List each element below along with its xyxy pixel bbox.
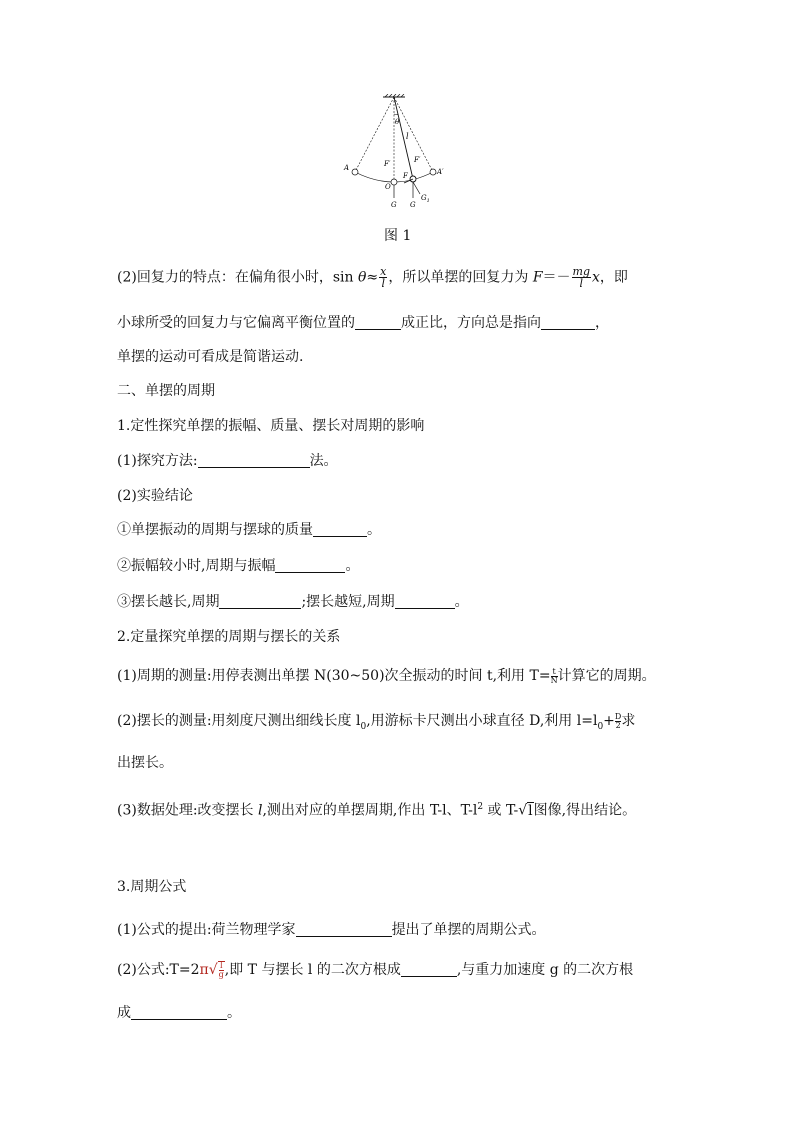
l-symbol: l [258,802,263,819]
text-segment: (3)数据处理:改变摆长 [117,802,258,819]
fraction-d-over-2: $\frac{D}{2}$ [614,711,622,730]
formula-line-cont [117,1003,241,1023]
method-line [117,451,338,471]
text-segment: (1)探究方法: [117,453,198,469]
ball-a [352,169,358,175]
text-segment: 求 [621,713,636,729]
text-segment: (1)周期的测量:用停表测出单摆 N(30~50)次全振动的时间 t,利用 T= [117,668,551,684]
length-measurement [117,711,635,737]
text-segment: ， [595,315,609,331]
blank-displacement[interactable] [355,315,401,330]
plus-sign: + [603,713,615,729]
ball-o [391,179,397,185]
blank-length-relation[interactable] [401,962,457,977]
text-segment: ②振幅较小时,周期与振幅 [117,558,276,574]
f-symbol: F [532,269,543,286]
period-measurement [117,666,656,686]
pendulum-figure [340,94,450,214]
text-segment: (2)摆长的测量:用刻度尺测出细线长度 l [117,713,361,729]
string-displaced [394,97,413,179]
text-segment: 提出了单摆的周期公式。 [391,922,546,938]
angle-arc [394,114,398,115]
force-g1 [413,182,420,194]
text-segment: 成正比，方向总是指向 [401,315,541,331]
text-segment: 图像,得出结论。 [533,802,637,819]
blank-direction[interactable] [541,315,595,330]
figure-caption: 图 1 [384,228,412,244]
label-a-prime: A′ [437,168,444,176]
sqrt-symbol: √ [208,962,218,978]
blank-amplitude[interactable] [275,558,345,573]
label-g-center: G [391,201,397,209]
text-segment: ,即 T 与摆长 l 的二次方根成 [224,962,401,978]
fraction-x-over-l: $\frac{x}{l}$ [380,265,387,290]
section-heading-period: 二、单摆的周期 [117,383,215,399]
data-processing [117,797,636,821]
text-segment: 计算它的周期。 [557,668,656,684]
pi-symbol: π [199,962,209,978]
text-segment: 。 [367,522,381,538]
conclusion-2 [117,556,359,576]
section-1-title: 1.定性探究单摆的振幅、质量、摆长对周期的影响 [117,418,425,434]
sqrt-radicand: l [528,802,533,819]
label-g1: $G_1$ [421,194,430,204]
text-segment: ,用游标卡尺测出小球直径 D,利用 l=l [366,713,598,729]
text-segment: ，即 [599,269,628,286]
theta-symbol: θ [357,269,367,286]
conclusion-heading: (2)实验结论 [117,488,193,504]
label-g-right: G [410,201,416,209]
blank-gravity-relation[interactable] [131,1005,227,1020]
text-segment: (2)公式:T=2 [117,962,200,978]
section-2-title: 2.定量探究单摆的周期与摆长的关系 [117,629,341,645]
equals-minus: ＝－ [542,269,571,286]
restoring-force-line [117,266,628,289]
label-f: F [403,172,408,180]
approx-symbol: ≈ [366,269,379,286]
fraction-l-over-g: $\frac{l}{g}$ [218,961,224,979]
subscript: 0 [597,721,604,732]
text-segment: 。 [227,1005,241,1021]
ball-a-prime [430,169,436,175]
label-f-right: F′ [414,156,421,164]
label-theta: θ [395,118,400,126]
x-symbol: x [592,269,600,286]
label-a: A [344,164,350,172]
blank-mass[interactable] [313,522,367,537]
superscript: 2 [477,802,484,812]
shm-statement: 单摆的运动可看成是简谐运动. [117,349,304,365]
text-segment: (2)回复力的特点：在偏角很小时，sin [117,269,358,286]
blank-physicist[interactable] [296,922,392,937]
subscript: 0 [360,721,367,732]
sqrt-symbol: √ [518,802,528,819]
conclusion-1 [117,520,381,540]
length-measurement-cont: 出摆长。 [117,755,173,771]
blank-longer[interactable] [219,594,301,609]
fraction-mg-over-l: $\frac{mg}{l}$ [572,265,591,290]
fraction-t-over-n: $\frac{t}{N}$ [550,666,558,685]
formula-origin [117,920,546,940]
text-segment: 或 T- [483,802,519,819]
label-f-left: F′ [384,160,391,168]
text-segment: ①单摆振动的周期与摆球的质量 [117,522,313,538]
blank-method[interactable] [198,453,310,468]
text-segment: 。 [454,594,469,610]
text-segment: 成 [117,1005,131,1021]
formula-line [117,960,633,980]
text-segment: ,测出对应的单摆周期,作出 T-l、T-l [262,802,478,819]
text-segment: ,与重力加速度 g 的二次方根 [456,962,634,978]
conclusion-3 [117,592,469,612]
text-segment: ;摆长越短,周期 [301,594,395,610]
section-3-title: 3.周期公式 [117,879,187,895]
text-segment: (1)公式的提出:荷兰物理学家 [117,922,296,938]
blank-shorter[interactable] [395,594,455,609]
label-l: l [406,132,409,141]
text-segment: 。 [345,558,360,574]
text-segment: ，所以单摆的回复力为 [388,269,533,286]
text-segment: 法。 [309,453,338,469]
label-o: O [385,183,391,191]
text-segment: ③摆长越长,周期 [117,594,220,610]
proportional-line [117,313,609,333]
text-segment: 小球所受的回复力与它偏离平衡位置的 [117,315,355,331]
